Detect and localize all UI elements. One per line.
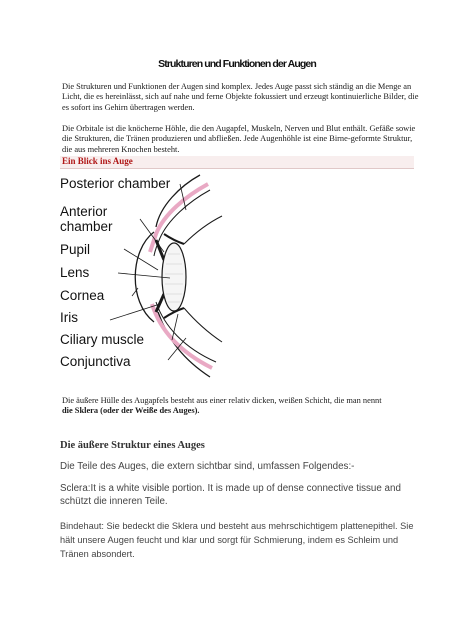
outer-intro: Die Teile des Auges, die extern sichtbar sind, umfassen Folgendes:-	[60, 461, 355, 472]
inner-wall-lower	[184, 308, 222, 342]
label-anterior: Anterior	[60, 204, 108, 219]
inner-wall-upper	[184, 216, 222, 244]
label-pupil: Pupil	[60, 242, 91, 257]
label-lens: Lens	[60, 265, 90, 280]
bindehaut-item: Bindehaut: Sie bedeckt die Sklera und besteht aus mehrschichtigem plattenepithel. Sie hält unsere Augen feucht und klar und sorgt für Schmierung, indem es Schleim und Tränen absondert.	[60, 521, 414, 559]
iris-lower	[156, 294, 164, 312]
label-conjunctiva: Conjunctiva	[60, 354, 131, 369]
outer-structure-heading: Die äußere Struktur eines Auges	[60, 440, 205, 451]
label-cornea: Cornea	[60, 288, 105, 303]
label-iris: Iris	[60, 310, 78, 325]
label-ciliary-muscle: Ciliary muscle	[60, 332, 145, 347]
eye-diagram	[60, 172, 230, 382]
sclera-paragraph-text: Die äußere Hülle des Augapfels besteht aus einer relativ dicken, weißen Schicht, die man nennt	[62, 396, 382, 405]
section-heading: Ein Blick ins Auge	[62, 156, 133, 166]
section-heading-bar	[60, 156, 414, 169]
label-chamber: chamber	[60, 219, 113, 234]
sclera-item: Sclera:It is a white visible portion. It is made up of dense connective tissue and schützt die inneren Teile.	[60, 483, 401, 508]
sclera-paragraph-bold: die Sklera (oder der Weiße des Auges).	[62, 406, 200, 415]
intro-paragraph: Die Strukturen und Funktionen der Augen sind komplex. Jedes Auge passt sich ständig an die Menge an Licht, die es hereinlässt, sich auf nahe und ferne Objekte fokussiert und erzeugt kontinuierliche Bilder, die es sofort ins Gehirn übertragen werden.	[62, 82, 419, 112]
sclera-paragraph	[62, 396, 422, 416]
label-posterior-chamber: Posterior chamber	[60, 176, 171, 191]
lens-shape	[162, 243, 186, 311]
orbit-paragraph: Die Orbitale ist die knöcherne Höhle, die den Augapfel, Muskeln, Nerven und Blut enthält. Gefäße sowie die Strukturen, die Tränen produzieren und abfließen. Jede Augenhöhle ist eine Birne-geformte Struktur, die aus mehreren Knochen besteht.	[62, 124, 416, 154]
page-title: Strukturen und Funktionen der Augen	[158, 58, 316, 70]
